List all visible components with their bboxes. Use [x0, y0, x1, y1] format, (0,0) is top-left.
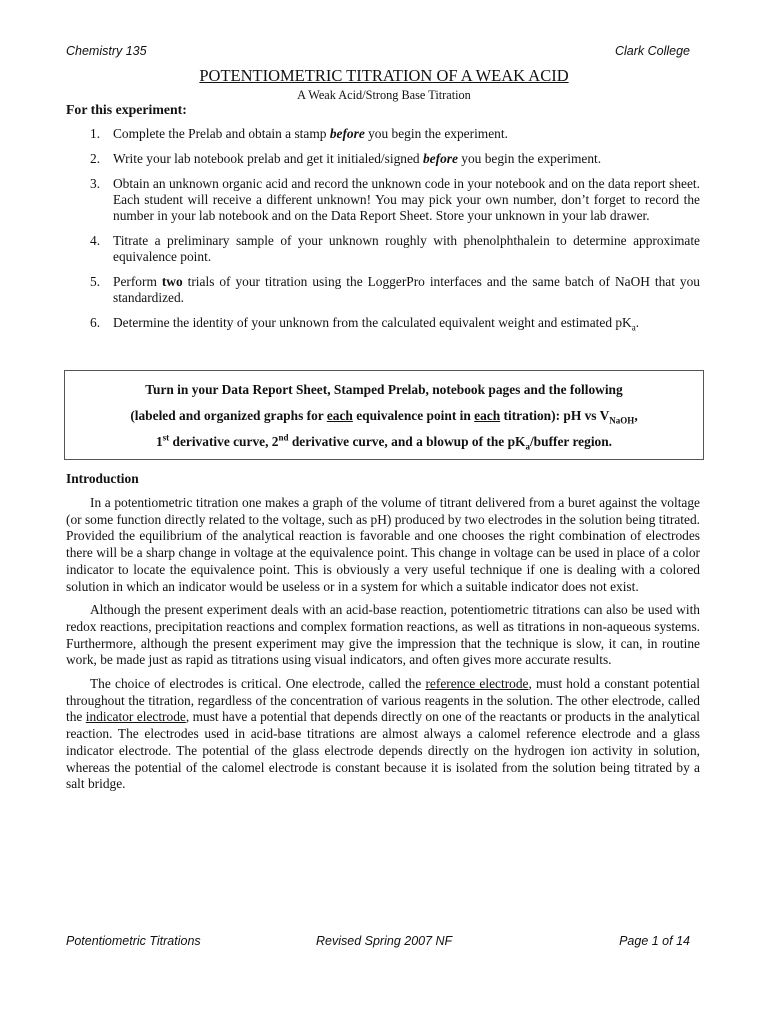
item-text: Titrate a preliminary sample of your unknown roughly with phenolphthalein to determine approximate equivalence point.: [113, 233, 700, 264]
text: derivative curve, 2: [169, 434, 279, 449]
subscript: a: [525, 441, 530, 452]
item-number: 6.: [90, 315, 101, 330]
item-number: 4.: [90, 233, 101, 248]
item-number: 1.: [90, 126, 101, 141]
underlined-text: each: [326, 408, 353, 423]
box-line-3: [65, 429, 703, 455]
text: , must have a potential that depends directly on one of the reactants or products in the analytical reaction. The electrodes used in acid-base titrations are almost always a calomel reference electrode and a glass indicator electrode. The potential of the glass electrode depends directly on the hydrogen ion activity in solution, whereas the potential of the calomel electrode is constant because it is isolated from the solution being titrated by a salt bridge.: [66, 709, 701, 792]
item-text: Determine the identity of your unknown from the calculated equivalent weight and estimated pK: [113, 315, 632, 330]
item-text: trials of your titration using the LoggerPro interfaces and the same batch of NaOH that you standardized.: [113, 274, 700, 305]
document-subtitle: A Weak Acid/Strong Base Titration: [297, 88, 471, 102]
introduction-body: [66, 495, 700, 800]
text: /buffer region.: [529, 434, 613, 449]
introduction-heading: Introduction: [66, 471, 139, 486]
header-course: Chemistry 135: [66, 44, 147, 58]
list-item: [66, 126, 700, 142]
item-number: 3.: [90, 176, 101, 191]
text: equivalence point in: [352, 408, 475, 423]
item-text: .: [635, 315, 640, 330]
turn-in-box: [64, 370, 704, 460]
list-item: [66, 176, 700, 224]
item-emphasis: two: [161, 274, 183, 289]
term-reference-electrode: reference electrode: [425, 676, 529, 692]
item-text: Complete the Prelab and obtain a stamp: [113, 126, 330, 141]
text: ,: [634, 408, 638, 423]
item-text: Write your lab notebook prelab and get it initialed/signed: [113, 151, 423, 166]
header-college: Clark College: [614, 44, 690, 58]
list-item: [66, 151, 700, 167]
text: titration): pH vs V: [500, 408, 610, 423]
item-emphasis: before: [329, 126, 365, 141]
subscript: NaOH: [609, 415, 635, 426]
underlined-text: each: [474, 408, 501, 423]
footer-title: Potentiometric Titrations: [66, 934, 201, 948]
item-text: Obtain an unknown organic acid and record the unknown code in your notebook and on the data report sheet. Each student will receive a different unknown! You may pick your own number, don’t forget to record the number in your lab notebook and on the Data Report Sheet. Store your unknown in your lab drawer.: [113, 176, 700, 223]
item-number: 5.: [90, 274, 101, 289]
text: , must hold a constant potential throughout the titration, regardless of the concentration of various reagents in the solution. The other electrode, called the: [66, 676, 700, 725]
superscript: nd: [278, 432, 289, 443]
text: (labeled and organized graphs for: [130, 408, 327, 423]
item-text: you begin the experiment.: [457, 151, 602, 166]
list-item: [66, 233, 700, 265]
list-item: [66, 315, 700, 331]
document-title: POTENTIOMETRIC TITRATION OF A WEAK ACID: [199, 66, 569, 85]
text: derivative curve, and a blowup of the pK: [288, 434, 526, 449]
item-text: Perform: [113, 274, 162, 289]
footer-revision: Revised Spring 2007 NF: [316, 934, 453, 948]
section-heading: For this experiment:: [66, 102, 187, 117]
item-text: you begin the experiment.: [364, 126, 508, 141]
paragraph: [66, 676, 700, 793]
paragraph: Although the present experiment deals with an acid-base reaction, potentiometric titrations can also be used with redox reactions, precipitation reactions and complex formation reactions, as well as titrations in non-aqueous systems. Furthermore, although the present experiment may give the impression that the technique is slow, it can, in routine work, be made just as rapid as titrations using visual indicators, and often gives more accurate results.: [66, 602, 700, 668]
paragraph: In a potentiometric titration one makes a graph of the volume of titrant delivered from a buret against the voltage (or some function directly related to the voltage, such as pH) produced by two electrodes in the solution being titrated. Provided the equilibrium of the analytical reaction is favorable and one chooses the right combination of electrodes there will be a sharp change in voltage at the equivalence point. This change in voltage can be used in place of a color indicator to locate the equivalence point. This is obviously a very useful technique if one is dealing with a colored solution in which an indicator would be useless or in a system for which a suitable indicator does not exist.: [66, 495, 701, 594]
box-line-2: [65, 403, 703, 429]
item-number: 2.: [90, 151, 101, 166]
text: The choice of electrodes is critical. One electrode, called the: [90, 676, 426, 692]
box-line-1: Turn in your Data Report Sheet, Stamped Prelab, notebook pages and the following: [145, 382, 623, 397]
text: 1: [155, 434, 163, 449]
list-item: [66, 274, 700, 306]
term-indicator-electrode: indicator electrode: [85, 709, 186, 725]
footer-page-number: Page 1 of 14: [619, 934, 690, 948]
superscript: st: [162, 432, 170, 443]
item-emphasis: before: [422, 151, 458, 166]
subscript: a: [631, 322, 636, 333]
steps-list: [66, 126, 700, 340]
